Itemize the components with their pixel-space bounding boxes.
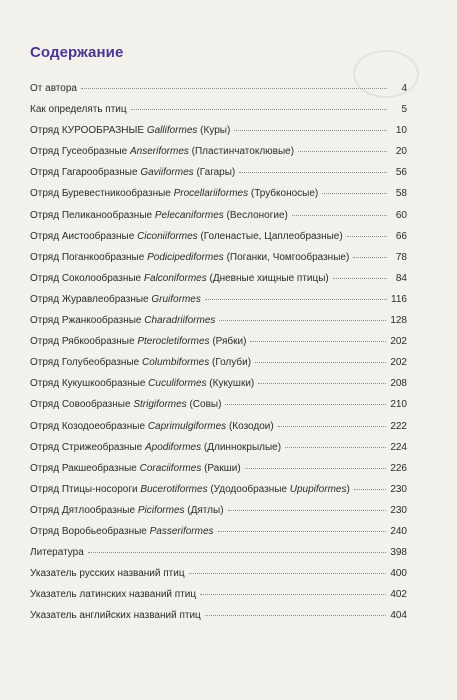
dot-leader: [278, 426, 387, 427]
page-number: 10: [395, 125, 407, 137]
dot-leader: [322, 193, 387, 194]
latin-name: Columbiformes: [141, 357, 210, 369]
latin-name: Falconiformes: [143, 272, 207, 284]
latin-name: Procellariiformes: [173, 188, 249, 200]
page-number: 398: [390, 547, 407, 559]
entry-text: От автора: [30, 83, 77, 94]
entry-text: Литература: [30, 547, 84, 559]
dot-leader: [245, 468, 387, 469]
toc-entry: [30, 252, 407, 273]
entry-text: Отряд Аистообразные: [30, 230, 138, 242]
toc-title: Содержание: [30, 44, 124, 61]
dot-leader: [200, 594, 386, 595]
page-number: 60: [395, 209, 407, 221]
toc-entry-label: [30, 568, 185, 580]
entry-text: Указатель английских названий птиц: [30, 610, 201, 622]
entry-text: Как определять птиц: [30, 104, 127, 116]
toc-entry: [30, 231, 407, 252]
toc-entry: [30, 315, 407, 336]
page-number: 58: [395, 188, 407, 200]
toc-entry-label: [30, 505, 224, 517]
page-number: 226: [390, 462, 407, 474]
dot-leader: [228, 510, 387, 511]
page-number: 210: [390, 399, 407, 411]
toc-entry: [30, 125, 407, 146]
page-number: 78: [395, 251, 407, 263]
entry-text: Отряд Поганкообразные: [30, 251, 148, 263]
dot-leader: [131, 109, 387, 110]
toc-entry: [30, 357, 407, 378]
toc-entry: [30, 188, 407, 209]
dot-leader: [285, 447, 386, 448]
entry-text: Отряд Пеликанообразные: [30, 209, 155, 221]
entry-text: Отряд Соколообразные: [30, 272, 144, 284]
entry-text: (Веслоногие): [223, 209, 288, 221]
page-number: 222: [390, 420, 407, 432]
toc-entry-label: [30, 357, 251, 369]
page-number: 128: [390, 315, 407, 327]
entry-text: (Поганки, Чомгообразные): [223, 251, 350, 263]
toc-entry: [30, 83, 407, 104]
entry-text: (Рябки): [209, 336, 247, 348]
toc-entry-label: [30, 315, 215, 327]
page-number: 240: [390, 525, 407, 537]
page-number: 116: [391, 293, 407, 305]
latin-name: Apodiformes: [144, 441, 202, 453]
entry-text: (Длиннокрылые): [201, 441, 282, 453]
latin-name: Ciconiiformes: [137, 230, 198, 242]
entry-text: (Кукушки): [206, 378, 255, 390]
dot-leader: [234, 130, 387, 131]
entry-text: (Совы): [186, 399, 222, 411]
latin-name: Caprimulgiformes: [147, 420, 227, 432]
page-number: 20: [395, 146, 407, 158]
toc-entry: [30, 589, 407, 610]
page-number: 400: [390, 568, 407, 580]
latin-name: Coraciiformes: [139, 462, 202, 474]
dot-leader: [219, 320, 386, 321]
toc-entry: [30, 399, 407, 420]
dot-leader: [255, 362, 386, 363]
toc-entry-label: [30, 610, 201, 622]
latin-name: Piciformes: [137, 504, 185, 516]
entry-text: Указатель русских названий птиц: [30, 568, 185, 580]
page-number: 202: [390, 357, 407, 369]
toc-entry: [30, 526, 407, 547]
toc-entry: [30, 463, 407, 484]
toc-entry: [30, 421, 407, 442]
latin-name: Cuculiformes: [148, 378, 207, 390]
entry-text: Отряд Дятлообразные: [30, 504, 138, 516]
toc-entry: [30, 146, 407, 167]
toc-entry: [30, 210, 407, 231]
toc-entry: [30, 547, 407, 568]
page-number: 202: [390, 336, 407, 348]
entry-text: Отряд Журавлеобразные: [30, 293, 152, 305]
latin-name: Strigiformes: [133, 399, 187, 411]
page-number: 224: [390, 441, 407, 453]
entry-text: Отряд Совообразные: [30, 399, 134, 411]
toc-entry-label: [30, 273, 329, 285]
entry-text: (Пластинчатоклювые): [188, 146, 295, 158]
entry-text: Отряд КУРООБРАЗНЫЕ: [30, 125, 147, 137]
entry-text: Указатель латинских названий птиц: [30, 589, 197, 601]
toc-entry: [30, 484, 407, 505]
toc-entry: [30, 442, 407, 463]
entry-text: Отряд Буревестникообразные: [30, 188, 174, 200]
latin-name: Passeriformes: [149, 525, 214, 537]
entry-text: (Голенастые, Цаплеобразные): [197, 230, 343, 242]
latin-name: Anseriformes: [129, 146, 189, 158]
toc-entry: [30, 104, 407, 125]
entry-text: Отряд Рябкообразные: [30, 336, 138, 348]
toc-entry-label: [30, 231, 343, 243]
toc-entry-label: [30, 188, 318, 200]
toc-entry: [30, 167, 407, 188]
entry-text: Отряд Гагарообразные: [30, 167, 141, 179]
dot-leader: [225, 404, 386, 405]
dot-leader: [205, 299, 387, 300]
entry-text: Отряд Гусеобразные: [30, 146, 130, 158]
dot-leader: [239, 172, 387, 173]
toc-entry-label: [30, 252, 349, 264]
latin-name: Podicipediformes: [147, 251, 224, 263]
dot-leader: [298, 151, 387, 152]
entry-text: Отряд Стрижеобразные: [30, 441, 145, 453]
dot-leader: [347, 236, 387, 237]
toc-entry: [30, 568, 407, 589]
toc-entry-label: [30, 589, 196, 601]
entry-text: Отряд Ржанкообразные: [30, 315, 145, 327]
toc-entry-label: [30, 526, 214, 538]
entry-text: Отряд Козодоеобразные: [30, 420, 148, 432]
toc-entry-label: [30, 83, 77, 95]
toc-entry-label: [30, 336, 246, 348]
latin-name: Bucerotiformes: [140, 483, 208, 495]
toc-entry: [30, 273, 407, 294]
entry-text: (Козодои): [226, 420, 274, 432]
dot-leader: [218, 531, 387, 532]
entry-text: (Голуби): [209, 357, 252, 369]
latin-name: Galliformes: [146, 125, 198, 137]
page-number: 5: [401, 104, 407, 116]
entry-text: ): [346, 483, 350, 495]
dot-leader: [205, 615, 387, 616]
page-number: 66: [395, 230, 407, 242]
toc-entry: [30, 610, 407, 631]
page-number: 402: [390, 589, 407, 601]
dot-leader: [258, 383, 386, 384]
toc-entry-label: [30, 378, 254, 390]
page-number: 4: [401, 83, 407, 94]
toc-entry-label: [30, 104, 127, 116]
dot-leader: [292, 215, 387, 216]
page-number: 404: [390, 610, 407, 622]
latin-name: Gaviiformes: [140, 167, 194, 179]
toc-entry-label: [30, 125, 230, 137]
toc-list: [30, 83, 407, 631]
latin-name: Pterocletiformes: [137, 336, 210, 348]
latin-name: Gruiformes: [151, 293, 201, 305]
latin-name: Charadriiformes: [144, 315, 216, 327]
entry-text: (Дневные хищные птицы): [206, 272, 329, 284]
entry-text: (Гагары): [193, 167, 236, 179]
page-number: 84: [395, 272, 407, 284]
entry-text: Отряд Птицы-носороги: [30, 483, 141, 495]
entry-text: (Дятлы): [184, 504, 224, 516]
entry-text: (Куры): [197, 125, 231, 137]
toc-entry-label: [30, 294, 201, 306]
dot-leader: [353, 257, 387, 258]
entry-text: (Трубконосые): [248, 188, 319, 200]
page-number: 230: [390, 483, 407, 495]
toc-entry: [30, 336, 407, 357]
dot-leader: [333, 278, 387, 279]
page-number: 56: [395, 167, 407, 179]
toc-entry-label: [30, 442, 281, 454]
toc-entry: [30, 294, 407, 315]
toc-entry-label: [30, 210, 288, 222]
dot-leader: [250, 341, 386, 342]
latin-name: Pelecaniformes: [154, 209, 224, 221]
dot-leader: [88, 552, 387, 553]
entry-text: Отряд Воробьеобразные: [30, 525, 150, 537]
toc-entry-label: [30, 547, 84, 559]
toc-entry-label: [30, 399, 221, 411]
entry-text: Отряд Голубеобразные: [30, 357, 142, 369]
entry-text: Отряд Ракшеобразные: [30, 462, 140, 474]
toc-entry-label: [30, 167, 235, 179]
dot-leader: [81, 88, 387, 89]
entry-text: (Удодообразные: [207, 483, 290, 495]
latin-name: Upupiformes: [289, 483, 347, 495]
page-number: 208: [390, 378, 407, 390]
dot-leader: [189, 573, 387, 574]
toc-entry-label: [30, 484, 350, 496]
toc-entry: [30, 505, 407, 526]
dot-leader: [354, 489, 387, 490]
toc-entry-label: [30, 421, 274, 433]
entry-text: (Ракши): [201, 462, 241, 474]
entry-text: Отряд Кукушкообразные: [30, 378, 149, 390]
toc-entry-label: [30, 463, 241, 475]
toc-entry: [30, 378, 407, 399]
page-number: 230: [390, 504, 407, 516]
toc-entry-label: [30, 146, 294, 158]
